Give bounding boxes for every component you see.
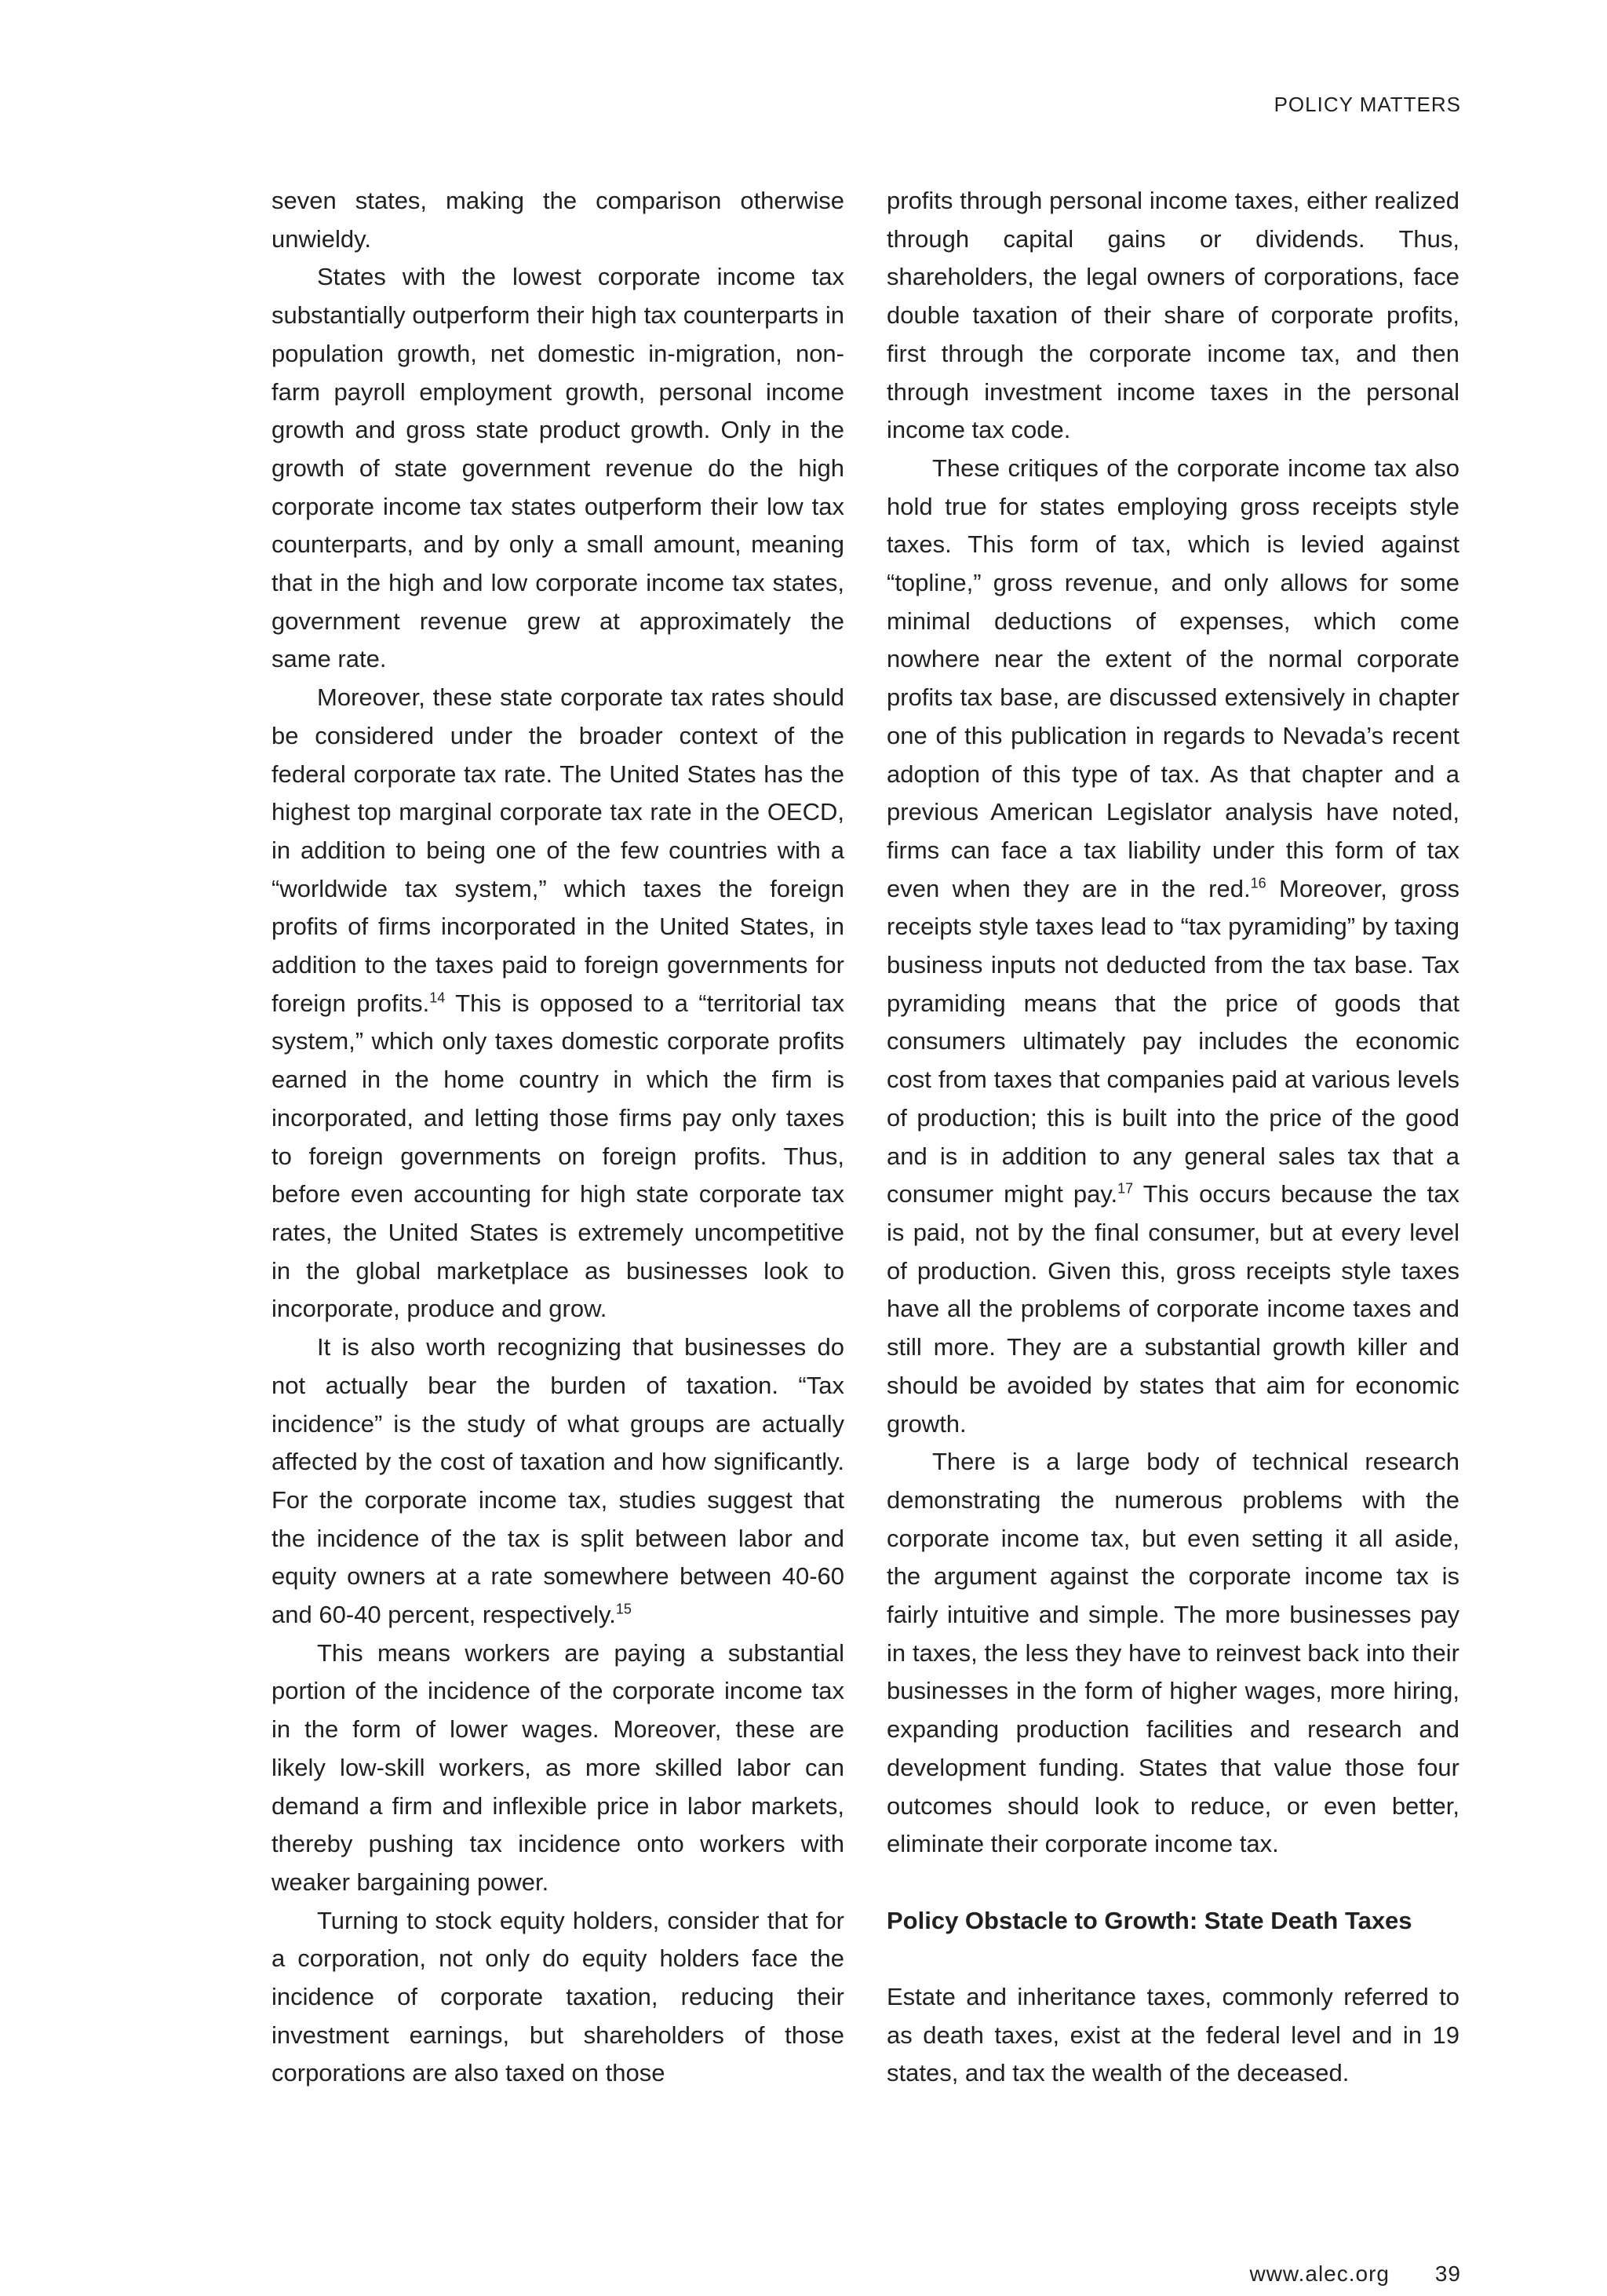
footnote-ref: 15 [615,1601,632,1617]
footer-url[interactable]: www.alec.org [1249,2261,1390,2286]
paragraph [887,450,1459,1443]
footnote-ref: 16 [1250,875,1266,891]
paragraph: States with the lowest corporate income tax substantially outperform their high tax counterparts in population growth, net domestic in-migration, non-farm payroll employment growth, personal income growth and gross state product growth. Only in the growth of state government revenue do the high corporate income tax states outperform their low tax counterparts, and by only a small amount, meaning that in the high and low corporate income tax states, government revenue grew at approximately the same rate. [271,263,844,673]
paragraph: This means workers are paying a substantial portion of the incidence of the corporate income tax in the form of lower wages. Moreover, these are likely low-skill workers, as more skilled labor can demand a firm and inflexible price in labor markets, thereby pushing tax incidence onto workers with weaker bargaining power. [271,1638,844,1896]
paragraph-text: These critiques of the corporate income tax also hold true for states employing gross receipts style taxes. This form of tax, which is levied against “topline,” gross revenue, and only allows for some minimal deductions of expenses, which come nowhere near the extent of the normal corporate profits tax base, are discussed extensively in chapter one of this publication in regards to Nevada’s recent adoption of this type of tax. As that chapter and a previous American Legislator analysis have noted, firms can face a tax liability under this form of tax even when they are in the red. [887,454,1459,902]
running-head: POLICY MATTERS [1274,93,1461,116]
paragraph-text: This occurs because the tax is paid, not by the final consumer, but at every level of production. Given this, gross receipts style taxes have all the problems of corporate income taxes and still more. They are a substantial growth killer and should be avoided by states that aim for economic growth. [887,1180,1459,1438]
left-column [271,182,844,2093]
paragraph-text: This is opposed to a “territorial tax system,” which only taxes domestic corporate profits earned in the home country in which the firm is incorporated, and letting those firms pay only taxes to foreign governments on foreign profits. Thus, before even accounting for high state corporate tax rates, the United States is extremely uncompetitive in the global marketplace as businesses look to incorporate, produce and grow. [271,989,844,1323]
paragraph [271,1328,844,1635]
section-heading: Policy Obstacle to Growth: State Death Taxes [887,1906,1412,1934]
paragraph-text: It is also worth recognizing that businesses do not actually bear the burden of taxation. “Tax incidence” is the study of what groups are actually affected by the cost of taxation and how significantly. For the corporate income tax, studies suggest that the incidence of the tax is split between labor and equity owners at a rate somewhere between 40-60 and 60-40 percent, respectively. [271,1333,844,1629]
paragraph: Estate and inheritance taxes, commonly referred to as death taxes, exist at the federal level and in 19 states, and tax the wealth of the deceased. [887,1983,1459,2087]
paragraph-text: Moreover, these state corporate tax rates should be considered under the broader context of the federal corporate tax rate. The United States has the highest top marginal corporate tax rate in the OECD, in addition to being one of the few countries with a “worldwide tax system,” which taxes the foreign profits of firms incorporated in the United States, in addition to the taxes paid to foreign governments for foreign profits. [271,683,844,1017]
paragraph: Turning to stock equity holders, consider that for a corporation, not only do equity holders face the incidence of corporate taxation, reducing their investment earnings, but shareholders of those corporations are also taxed on those [271,1906,844,2087]
paragraph [271,679,844,1328]
paragraph: There is a large body of technical research demonstrating the numerous problems with the corporate income tax, but even setting it all aside, the argument against the corporate income tax is fairly intuitive and simple. The more businesses pay in taxes, the less they have to reinvest back into their businesses in the form of higher wages, more hiring, expanding production facilities and research and development funding. States that value those four outcomes should look to reduce, or even better, eliminate their corporate income tax. [887,1448,1459,1858]
right-column [887,182,1459,2093]
footnote-ref: 14 [429,989,446,1006]
footnote-ref: 17 [1117,1180,1134,1197]
page-number: 39 [1434,2261,1461,2286]
paragraph: profits through personal income taxes, either realized through capital gains or dividends. Thus, shareholders, the legal owners of corporations, face double taxation of their share of corporate profits, first through the corporate income tax, and then through investment income taxes in the personal income tax code. [887,187,1459,444]
paragraph-text: Moreover, gross receipts style taxes lead to “tax pyramiding” by taxing business inputs not deducted from the tax base. Tax pyramiding means that the price of goods that consumers ultimately pay includes the economic cost from taxes that companies paid at various levels of production; this is built into the price of the good and is in addition to any general sales tax that a consumer might pay. [887,874,1460,1208]
paragraph: seven states, making the comparison otherwise unwieldy. [271,187,844,253]
